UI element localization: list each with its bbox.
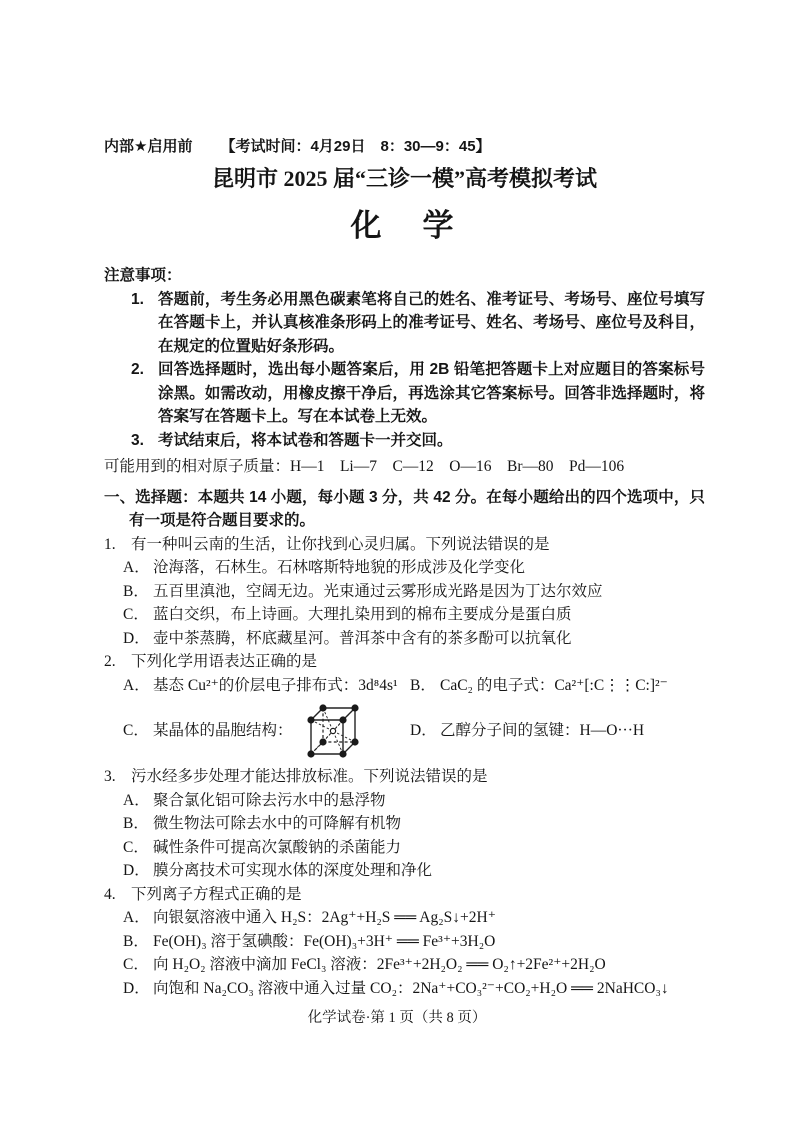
notice-item-number: 1. xyxy=(131,290,144,308)
notice-item-number: 2. xyxy=(131,361,144,378)
option-3a xyxy=(123,789,705,813)
question-3-stem-row xyxy=(104,765,705,789)
question-2 xyxy=(104,650,705,765)
question-number: 2. xyxy=(104,653,116,670)
question-1 xyxy=(104,533,705,651)
option-4b xyxy=(123,930,705,954)
option-2c xyxy=(123,698,410,764)
question-stem: 有一种叫云南的生活，让你找到心灵归属。下列说法错误的是 xyxy=(131,535,550,553)
option-text: 微生物法可除去水中的可降解有机物 xyxy=(153,815,402,832)
option-text: Fe(OH)₃ 溶于氢碘酸：Fe(OH)₃+3H⁺ ══ Fe³⁺+3H₂O xyxy=(153,932,496,950)
option-label: A． xyxy=(123,559,150,576)
question-stem: 下列化学用语表达正确的是 xyxy=(131,653,318,670)
option-text: 聚合氯化铝可除去污水中的悬浮物 xyxy=(153,791,386,809)
section-heading: 一、选择题：本题共 14 小题，每小题 3 分，共 42 分。在每小题给出的四个选项中，只有一项是符合题目要求的。 xyxy=(104,488,705,529)
option-label: C． xyxy=(123,838,149,856)
option-1a xyxy=(123,556,705,580)
option-3b xyxy=(123,812,705,836)
question-4 xyxy=(104,883,705,1001)
question-stem: 下列离子方程式正确的是 xyxy=(131,885,302,903)
option-label: B． xyxy=(123,932,149,950)
option-text: 基态 Cu²⁺的价层电子排布式：3d⁸4s¹ xyxy=(153,676,398,694)
option-label: C． xyxy=(123,956,149,973)
atomic-masses-line: 可能用到的相对原子质量：H—1 Li—7 C—12 O—16 Br—80 Pd—106 xyxy=(104,458,625,475)
header-meta xyxy=(104,136,705,157)
option-text: 向饱和 Na₂CO₃ 溶液中通入过量 CO₂：2Na⁺+CO₃²⁻+CO₂+H₂O ══ 2NaHCO₃↓ xyxy=(153,979,669,997)
option-1b xyxy=(123,580,705,604)
exam-title: 昆明市 2025 届“三诊一模”高考模拟考试 xyxy=(211,166,597,191)
option-label: A． xyxy=(123,676,150,694)
option-label: D． xyxy=(123,979,150,997)
notice-item-3 xyxy=(104,429,705,453)
subject-title: 化 学 xyxy=(350,208,459,243)
option-label: C． xyxy=(123,722,149,740)
question-number: 3. xyxy=(104,768,116,785)
option-label: D． xyxy=(123,629,150,647)
option-text: 沧海落，石林生。石林喀斯特地貌的形成涉及化学变化 xyxy=(153,559,526,576)
exam-time-label: 【考试时间：4月29日 8：30—9：45】 xyxy=(220,138,491,155)
option-text: 膜分离技术可实现水体的深度处理和净化 xyxy=(153,862,433,879)
option-label: B． xyxy=(123,815,149,832)
option-label: C． xyxy=(123,606,149,623)
notice-title: 注意事项： xyxy=(104,267,182,284)
option-text: 向 H₂O₂ 溶液中滴加 FeCl₃ 溶液：2Fe³⁺+2H₂O₂ ══ O₂↑+2Fe²⁺+2H₂O xyxy=(153,956,606,973)
option-text: CaC₂ 的电子式：Ca²⁺[:C⋮⋮C:]²⁻ xyxy=(440,676,668,694)
option-2b xyxy=(410,674,668,698)
option-2d xyxy=(410,719,644,743)
notice-item-2 xyxy=(104,358,705,429)
question-2-stem-row xyxy=(104,650,705,674)
question-4-options xyxy=(104,906,705,1000)
option-3c xyxy=(123,836,705,860)
notice-section xyxy=(104,264,705,452)
notice-item-text: 考试结束后，将本试卷和答题卡一并交回。 xyxy=(158,431,453,449)
option-text: 向银氨溶液中通入 H₂S：2Ag⁺+H₂S ══ Ag₂S↓+2H⁺ xyxy=(153,909,496,926)
option-text: 壶中茶蒸腾，杯底藏星河。普洱茶中含有的茶多酚可以抗氧化 xyxy=(153,629,572,647)
question-stem: 污水经多步处理才能达排放标准。下列说法错误的是 xyxy=(131,768,488,785)
option-2a xyxy=(123,674,410,698)
question-2-options-ab xyxy=(104,674,705,698)
option-4d xyxy=(123,977,705,1001)
option-label: B． xyxy=(123,582,149,600)
question-1-stem-row xyxy=(104,533,705,557)
option-3d xyxy=(123,859,705,883)
option-label: B． xyxy=(410,676,436,694)
question-4-stem-row xyxy=(104,883,705,907)
option-text: 蓝白交织，布上诗画。大理扎染用到的棉布主要成分是蛋白质 xyxy=(153,606,572,623)
question-3-options xyxy=(104,789,705,883)
option-4a xyxy=(123,906,705,930)
notice-item-number: 3. xyxy=(131,431,144,449)
page-footer: 化学试卷·第 1 页（共 8 页） xyxy=(307,1010,487,1026)
option-4c xyxy=(123,953,705,977)
question-number: 4. xyxy=(104,885,116,903)
option-text: 碱性条件可提高次氯酸钠的杀菌能力 xyxy=(153,838,402,856)
question-1-options xyxy=(104,556,705,650)
security-label: 内部★启用前 xyxy=(104,138,193,155)
option-text: 五百里滇池，空阔无边。光束通过云雾形成光路是因为丁达尔效应 xyxy=(153,582,603,600)
option-1c xyxy=(123,603,705,627)
center-atom xyxy=(330,728,335,733)
option-text: 乙醇分子间的氢键：H—O···H xyxy=(440,722,645,740)
notice-item-text: 答题前，考生务必用黑色碳素笔将自己的姓名、准考证号、考场号、座位号填写在答题卡上，并认真核准条形码上的准考证号、姓名、考场号、座位号及科目，在规定的位置贴好条形码。 xyxy=(158,290,705,355)
notice-item-text: 回答选择题时，选出每小题答案后，用 2B 铅笔把答题卡上对应题目的答案标号涂黑。如需改动，用橡皮擦干净后，再选涂其它答案标号。回答非选择题时，将答案写在答题卡上。写在本试卷上无效。 xyxy=(158,361,705,425)
notice-item-1 xyxy=(104,288,705,359)
option-label: A． xyxy=(123,909,150,926)
option-text: 某晶体的晶胞结构： xyxy=(153,722,293,740)
question-number: 1. xyxy=(104,535,116,553)
question-2-options-cd xyxy=(104,697,705,765)
option-1d xyxy=(123,627,705,651)
option-label: A． xyxy=(123,791,150,809)
page-content xyxy=(104,136,705,1000)
question-3 xyxy=(104,765,705,883)
option-label: D． xyxy=(410,722,437,740)
option-label: D． xyxy=(123,862,150,879)
unit-cell-figure xyxy=(305,698,361,764)
